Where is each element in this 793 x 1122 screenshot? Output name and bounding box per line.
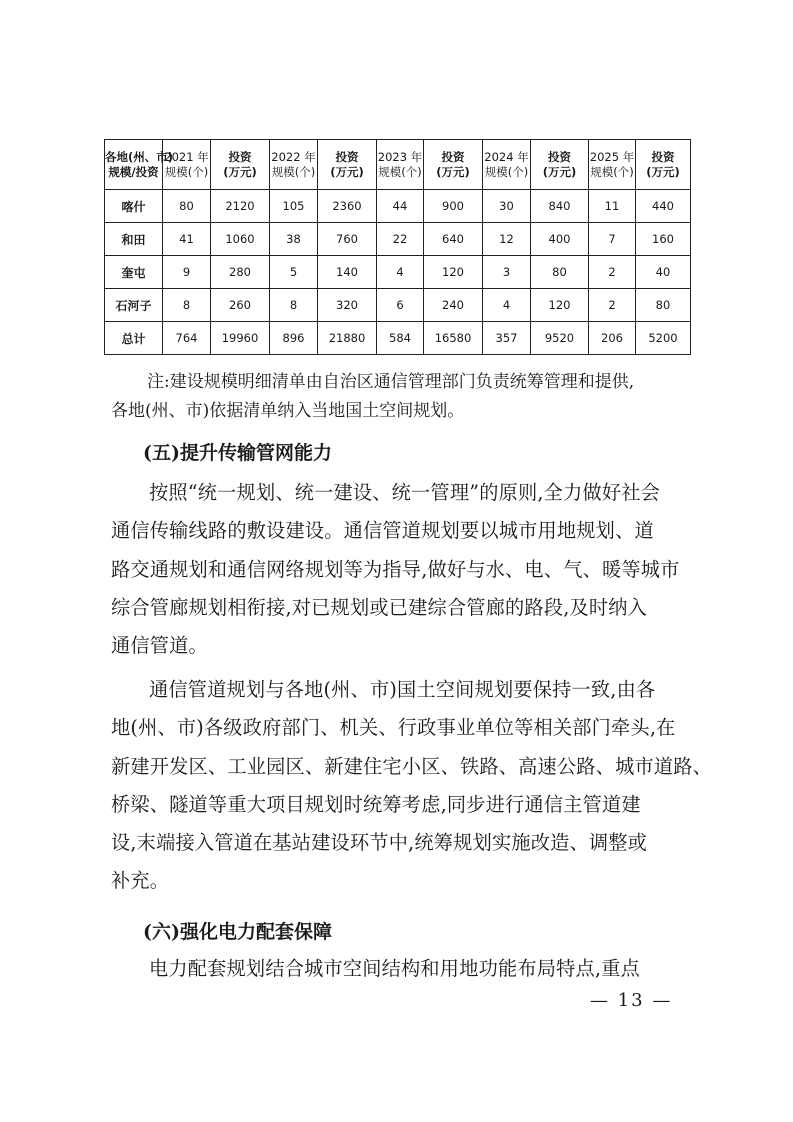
table-cell: 900 — [424, 190, 483, 223]
table-cell: 19960 — [211, 322, 270, 355]
header-cell-2025-scale: 2025 年 规模(个) — [589, 140, 636, 190]
table-cell: 4 — [483, 289, 531, 322]
table-cell: 16580 — [424, 322, 483, 355]
table-cell: 21880 — [318, 322, 377, 355]
paragraph-line: 综合管廊规划相衔接,对已规划或已建综合管廊的路段,及时纳入 — [111, 595, 648, 619]
table-cell: 2120 — [211, 190, 270, 223]
table-cell: 9 — [163, 256, 211, 289]
table-cell: 760 — [318, 223, 377, 256]
table-cell: 41 — [163, 223, 211, 256]
paragraph-line: 通信传输线路的敷设建设。通信管道规划要以城市用地规划、道 — [111, 519, 654, 543]
header-cell-2021-investment: 投资 (万元) — [211, 140, 270, 190]
table-cell: 44 — [377, 190, 424, 223]
header-cell-2023-investment: 投资 (万元) — [424, 140, 483, 190]
paragraph-line: 按照“统一规划、统一建设、统一管理”的原则,全力做好社会 — [149, 481, 661, 504]
paragraph-line: 电力配套规划结合城市空间结构和用地功能布局特点,重点 — [149, 957, 640, 980]
table-cell: 260 — [211, 289, 270, 322]
header-cell-2022-investment: 投资 (万元) — [318, 140, 377, 190]
table-row-shihezi — [105, 289, 691, 322]
table-cell: 764 — [163, 322, 211, 355]
table-cell: 9520 — [531, 322, 589, 355]
table-cell: 8 — [270, 289, 318, 322]
paragraph-5-1 — [111, 474, 693, 665]
header-cell-region: 各地(州、市) 规模/投资 — [105, 140, 163, 190]
table-note — [111, 368, 691, 426]
table-cell: 80 — [531, 256, 589, 289]
table-cell: 8 — [163, 289, 211, 322]
region-cell: 总计 — [105, 322, 163, 355]
table-cell: 357 — [483, 322, 531, 355]
investment-table — [104, 139, 691, 355]
table-cell: 584 — [377, 322, 424, 355]
table-cell: 5200 — [636, 322, 691, 355]
table-row-kuytun — [105, 256, 691, 289]
paragraph-line: 新建开发区、工业园区、新建住宅小区、铁路、高速公路、城市道路、 — [111, 754, 713, 778]
header-cell-2025-investment: 投资 (万元) — [636, 140, 691, 190]
header-cell-2024-scale: 2024 年 规模(个) — [483, 140, 531, 190]
section-heading-6: (六)强化电力配套保障 — [143, 921, 332, 943]
table-cell: 80 — [636, 289, 691, 322]
table-row-hotan — [105, 223, 691, 256]
table-cell: 206 — [589, 322, 636, 355]
table-cell: 40 — [636, 256, 691, 289]
header-cell-2024-investment: 投资 (万元) — [531, 140, 589, 190]
paragraph-line: 设,末端接入管道在基站建设环节中,统筹规划实施改造、调整或 — [111, 831, 648, 855]
table-cell: 120 — [531, 289, 589, 322]
paragraph-5-2 — [111, 671, 713, 901]
table-cell: 320 — [318, 289, 377, 322]
paragraph-line: 通信管道。 — [111, 634, 208, 658]
paragraph-line: 地(州、市)各级政府部门、机关、行政事业单位等相关部门牵头,在 — [111, 716, 676, 740]
table-cell: 140 — [318, 256, 377, 289]
region-cell: 石河子 — [105, 289, 163, 322]
table-cell: 7 — [589, 223, 636, 256]
note-line: 注:建设规模明细清单由自治区通信管理部门负责统筹管理和提供, — [147, 372, 635, 392]
page-number: — 13 — — [590, 990, 673, 1011]
table-cell: 12 — [483, 223, 531, 256]
paragraph-line: 路交通规划和通信网络规划等为指导,做好与水、电、气、暖等城市 — [111, 557, 680, 581]
table-cell: 3 — [483, 256, 531, 289]
table-row-kashgar — [105, 190, 691, 223]
paragraph-6-1 — [111, 950, 693, 988]
header-cell-2023-scale: 2023 年 规模(个) — [377, 140, 424, 190]
table-cell: 160 — [636, 223, 691, 256]
region-cell: 喀什 — [105, 190, 163, 223]
table-row-total — [105, 322, 691, 355]
table-cell: 280 — [211, 256, 270, 289]
table-cell: 11 — [589, 190, 636, 223]
table-cell: 2 — [589, 256, 636, 289]
paragraph-line: 通信管道规划与各地(州、市)国土空间规划要保持一致,由各 — [149, 678, 656, 701]
table-cell: 80 — [163, 190, 211, 223]
table-cell: 38 — [270, 223, 318, 256]
table-cell: 1060 — [211, 223, 270, 256]
table-cell: 240 — [424, 289, 483, 322]
table-cell: 6 — [377, 289, 424, 322]
paragraph-line: 桥梁、隧道等重大项目规划时统筹考虑,同步进行通信主管道建 — [111, 792, 641, 816]
table-cell: 105 — [270, 190, 318, 223]
table-cell: 840 — [531, 190, 589, 223]
note-line: 各地(州、市)依据清单纳入当地国土空间规划。 — [111, 401, 465, 421]
region-cell: 奎屯 — [105, 256, 163, 289]
table-cell: 22 — [377, 223, 424, 256]
paragraph-line: 补充。 — [111, 869, 170, 893]
section-heading-5: (五)提升传输管网能力 — [143, 442, 332, 464]
table-cell: 2360 — [318, 190, 377, 223]
region-cell: 和田 — [105, 223, 163, 256]
table-header-row — [105, 140, 691, 190]
table-cell: 400 — [531, 223, 589, 256]
header-cell-2021-scale: 2021 年 规模(个) — [163, 140, 211, 190]
table-cell: 120 — [424, 256, 483, 289]
table-cell: 440 — [636, 190, 691, 223]
table-cell: 896 — [270, 322, 318, 355]
table-cell: 640 — [424, 223, 483, 256]
header-cell-2022-scale: 2022 年 规模(个) — [270, 140, 318, 190]
table-cell: 30 — [483, 190, 531, 223]
table-cell: 4 — [377, 256, 424, 289]
table-cell: 2 — [589, 289, 636, 322]
table-cell: 5 — [270, 256, 318, 289]
